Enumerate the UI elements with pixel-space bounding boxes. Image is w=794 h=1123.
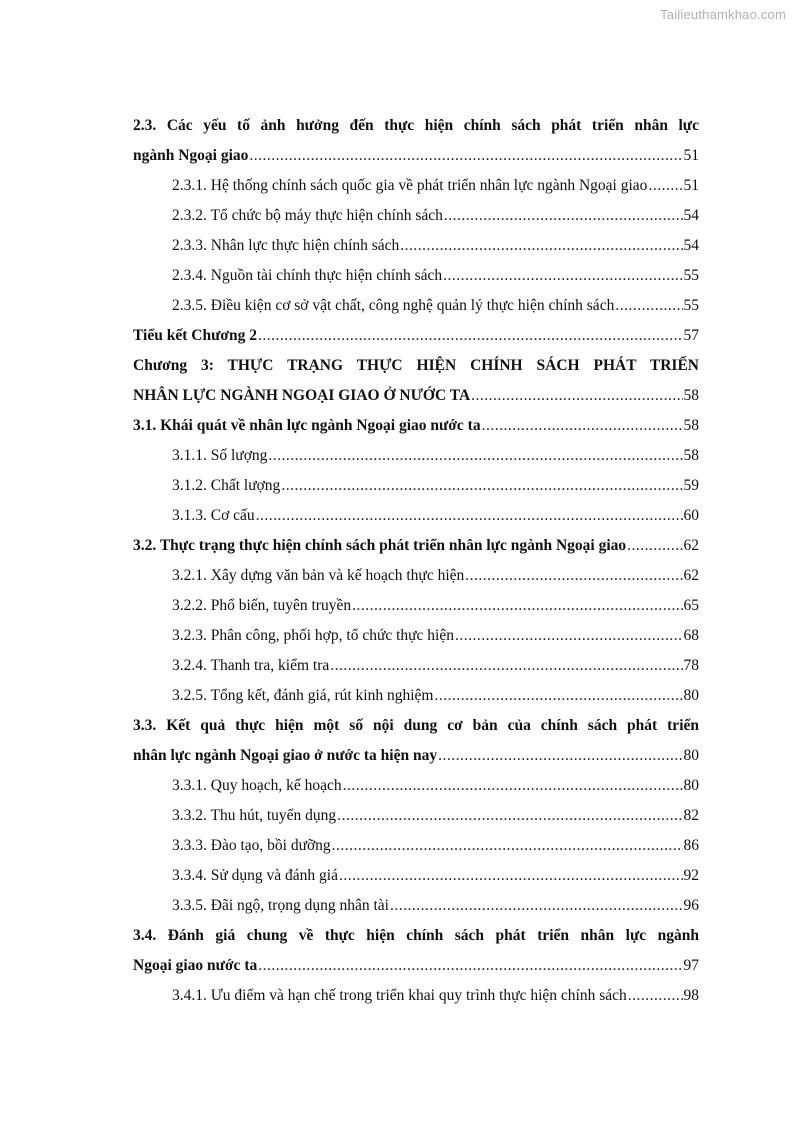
toc-entry-title: 3.3.3. Đào tạo, bồi dưỡng bbox=[172, 837, 331, 854]
toc-page-number: 96 bbox=[683, 897, 699, 914]
dot-leader bbox=[400, 231, 682, 261]
toc-entry-title: 2.3.4. Nguồn tài chính thực hiện chính sách bbox=[172, 267, 443, 284]
toc-row[interactable] bbox=[0, 441, 794, 471]
toc-entry-title: 3.2. Thực trạng thực hiện chính sách phát triển nhân lực ngành Ngoại giao bbox=[133, 537, 627, 554]
toc-row[interactable] bbox=[0, 411, 794, 441]
toc-heading-line1: Chương 3: THỰC TRẠNG THỰC HIỆN CHÍNH SÁCH PHÁT TRIỂN bbox=[133, 357, 699, 374]
toc-heading-line1: 3.4. Đánh giá chung về thực hiện chính sách phát triển nhân lực ngành bbox=[133, 927, 699, 944]
dot-leader bbox=[281, 471, 682, 501]
watermark-text: Tailieuthamkhao.com bbox=[660, 7, 786, 22]
dot-leader bbox=[330, 651, 682, 681]
dot-leader bbox=[648, 171, 682, 201]
dot-leader bbox=[443, 261, 682, 291]
toc-entry-title: 3.3.5. Đãi ngộ, trọng dụng nhân tài bbox=[172, 897, 389, 914]
dot-leader bbox=[343, 771, 683, 801]
toc-row[interactable] bbox=[0, 651, 794, 681]
toc-page-number: 55 bbox=[683, 297, 699, 314]
toc-row[interactable] bbox=[0, 891, 794, 921]
dot-leader bbox=[438, 741, 682, 771]
toc-row[interactable] bbox=[0, 501, 794, 531]
toc-entry-title: 3.3.4. Sử dụng và đánh giá bbox=[172, 867, 338, 884]
toc-page-number: 80 bbox=[683, 747, 699, 764]
toc-row[interactable] bbox=[0, 291, 794, 321]
dot-leader bbox=[258, 321, 683, 351]
toc-row[interactable] bbox=[0, 681, 794, 711]
dot-leader bbox=[339, 861, 683, 891]
toc-page-number: 59 bbox=[683, 477, 699, 494]
toc-heading-line2: NHÂN LỰC NGÀNH NGOẠI GIAO Ở NƯỚC TA bbox=[133, 387, 471, 404]
toc-row[interactable] bbox=[0, 231, 794, 261]
dot-leader bbox=[471, 381, 682, 411]
toc-page-number: 54 bbox=[683, 207, 699, 224]
toc-row bbox=[0, 921, 794, 951]
dot-leader bbox=[337, 801, 682, 831]
dot-leader bbox=[352, 591, 682, 621]
dot-leader bbox=[444, 201, 683, 231]
toc-entry-title: 3.2.3. Phân công, phối hợp, tổ chức thực hiện bbox=[172, 627, 454, 644]
toc-entry-title: 3.1.3. Cơ cấu bbox=[172, 507, 255, 524]
toc-entry-title: 3.2.2. Phổ biến, tuyên truyền bbox=[172, 597, 352, 614]
toc-row[interactable] bbox=[0, 621, 794, 651]
toc-heading-line2: ngành Ngoại giao bbox=[133, 147, 249, 164]
toc-page-number: 58 bbox=[683, 387, 699, 404]
toc-page-number: 82 bbox=[683, 807, 699, 824]
toc-entry-title: 3.3.2. Thu hút, tuyển dụng bbox=[172, 807, 337, 824]
toc-row[interactable] bbox=[0, 591, 794, 621]
toc-entry-title: 3.2.5. Tổng kết, đánh giá, rút kinh nghiệm bbox=[172, 687, 434, 704]
toc-entry-title: 3.1.1. Số lượng bbox=[172, 447, 268, 464]
toc-page-number: 57 bbox=[683, 327, 699, 344]
toc-row[interactable] bbox=[0, 981, 794, 1011]
toc-row[interactable] bbox=[0, 741, 794, 771]
toc-row[interactable] bbox=[0, 771, 794, 801]
toc-entry-title: 2.3.5. Điều kiện cơ sở vật chất, công nghệ quản lý thực hiện chính sách bbox=[172, 297, 615, 314]
dot-leader bbox=[249, 141, 682, 171]
toc-entry-title: 3.1. Khái quát về nhân lực ngành Ngoại giao nước ta bbox=[133, 417, 481, 434]
dot-leader bbox=[258, 951, 682, 981]
toc-heading-line1: 3.3. Kết quả thực hiện một số nội dung cơ bản của chính sách phát triển bbox=[133, 717, 699, 734]
toc-heading-line2: Ngoại giao nước ta bbox=[133, 957, 258, 974]
toc-page-number: 80 bbox=[683, 777, 699, 794]
toc-row bbox=[0, 111, 794, 141]
toc-page-number: 51 bbox=[683, 147, 699, 164]
toc-row[interactable] bbox=[0, 951, 794, 981]
toc-entry-title: 3.2.1. Xây dựng văn bản và kế hoạch thực hiện bbox=[172, 567, 465, 584]
toc-page-number: 62 bbox=[683, 567, 699, 584]
toc-page-number: 80 bbox=[683, 687, 699, 704]
toc-page-number: 65 bbox=[683, 597, 699, 614]
dot-leader bbox=[332, 831, 683, 861]
toc-page-number: 86 bbox=[683, 837, 699, 854]
toc-page-number: 68 bbox=[683, 627, 699, 644]
toc-entry-title: Tiểu kết Chương 2 bbox=[133, 327, 257, 344]
toc-entry-title: 3.1.2. Chất lượng bbox=[172, 477, 281, 494]
dot-leader bbox=[455, 621, 683, 651]
toc-page-number: 62 bbox=[683, 537, 699, 554]
toc-heading-line2: nhân lực ngành Ngoại giao ở nước ta hiện nay bbox=[133, 747, 438, 764]
toc-row[interactable] bbox=[0, 801, 794, 831]
toc-row[interactable] bbox=[0, 201, 794, 231]
dot-leader bbox=[628, 981, 683, 1011]
toc-row bbox=[0, 711, 794, 741]
toc-page-number: 58 bbox=[683, 417, 699, 434]
toc-page-number: 60 bbox=[683, 507, 699, 524]
toc-entry-title: 2.3.2. Tổ chức bộ máy thực hiện chính sách bbox=[172, 207, 443, 224]
toc-entry-title: 3.3.1. Quy hoạch, kế hoạch bbox=[172, 777, 342, 794]
dot-leader bbox=[627, 531, 682, 561]
dot-leader bbox=[390, 891, 683, 921]
toc-entry-title: 2.3.1. Hệ thống chính sách quốc gia về phát triển nhân lực ngành Ngoại giao bbox=[172, 177, 648, 194]
toc-row[interactable] bbox=[0, 141, 794, 171]
toc-entry-title: 3.2.4. Thanh tra, kiểm tra bbox=[172, 657, 330, 674]
toc-page-number: 54 bbox=[683, 237, 699, 254]
toc-page-number: 78 bbox=[683, 657, 699, 674]
toc-entry-title: 2.3.3. Nhân lực thực hiện chính sách bbox=[172, 237, 400, 254]
toc-row[interactable] bbox=[0, 261, 794, 291]
toc-row[interactable] bbox=[0, 381, 794, 411]
toc-heading-line1: 2.3. Các yếu tố ảnh hưởng đến thực hiện chính sách phát triển nhân lực bbox=[133, 117, 699, 134]
toc-entry-title: 3.4.1. Ưu điểm và hạn chế trong triển khai quy trình thực hiện chính sách bbox=[172, 987, 627, 1004]
dot-leader bbox=[465, 561, 682, 591]
toc-page-number: 58 bbox=[683, 447, 699, 464]
toc-row[interactable] bbox=[0, 531, 794, 561]
toc-page-number: 97 bbox=[683, 957, 699, 974]
toc-page-number: 98 bbox=[683, 987, 699, 1004]
dot-leader bbox=[434, 681, 682, 711]
toc-row[interactable] bbox=[0, 861, 794, 891]
toc-row[interactable] bbox=[0, 561, 794, 591]
dot-leader bbox=[615, 291, 682, 321]
toc-row[interactable] bbox=[0, 321, 794, 351]
toc-page-number: 55 bbox=[683, 267, 699, 284]
dot-leader bbox=[268, 441, 682, 471]
toc-page-number: 51 bbox=[683, 177, 699, 194]
toc-row bbox=[0, 351, 794, 381]
toc-row[interactable] bbox=[0, 171, 794, 201]
toc-row[interactable] bbox=[0, 471, 794, 501]
toc-page-number: 92 bbox=[683, 867, 699, 884]
dot-leader bbox=[482, 411, 683, 441]
dot-leader bbox=[256, 501, 683, 531]
toc-row[interactable] bbox=[0, 831, 794, 861]
